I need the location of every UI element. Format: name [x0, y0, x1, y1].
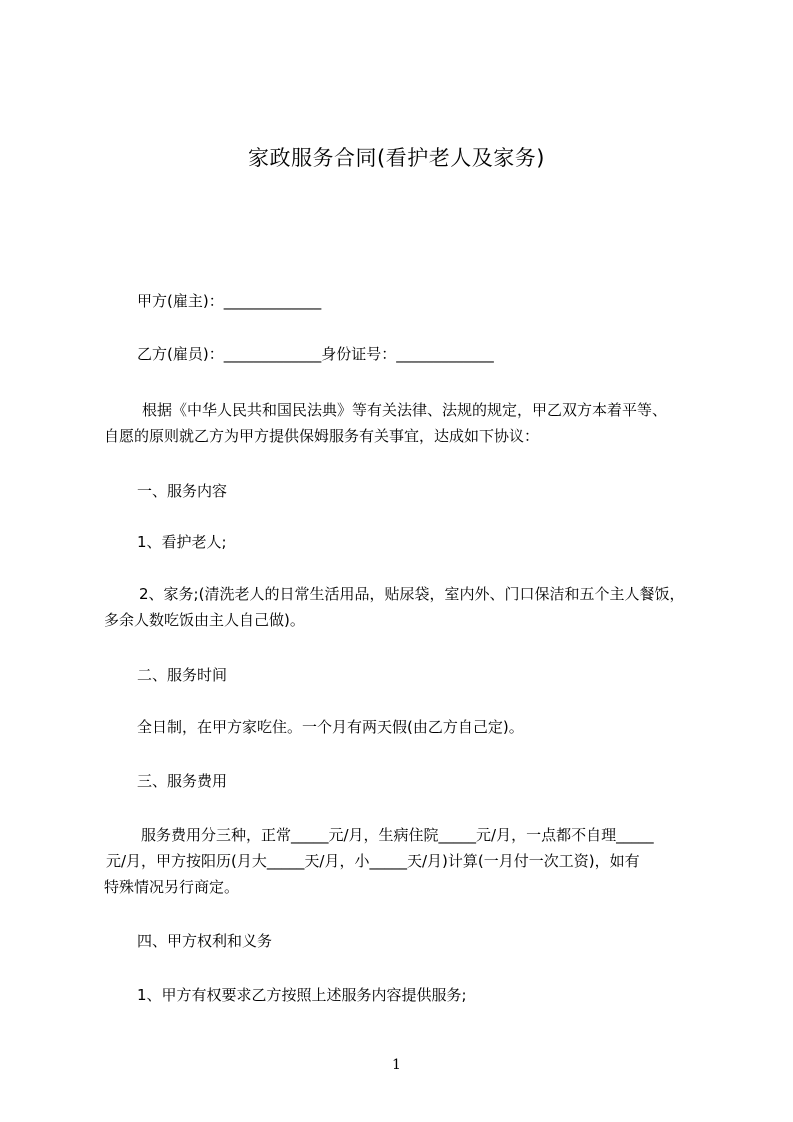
section-heading-service-time: 二、服务时间 — [137, 666, 228, 684]
fee-paragraph-line-2: 元/月，甲方按阳历(月大_____天/月，小_____天/月)计算(一月付一次工资)，如有 — [106, 852, 640, 870]
page-title: 家政服务合同(看护老人及家务) — [248, 146, 545, 170]
service-item-1: 1、看护老人; — [137, 533, 227, 551]
intro-paragraph-line-2: 自愿的原则就乙方为甲方提供保姆服务有关事宜，达成如下协议： — [104, 427, 540, 445]
party-b-line: 乙方(雇员)：_____________身份证号：_____________ — [137, 345, 494, 363]
intro-paragraph-line-1: 根据《中华人民共和国民法典》等有关法律、法规的规定，甲乙双方本着平等、 — [142, 401, 668, 419]
page-number: 1 — [392, 1057, 401, 1073]
fee-paragraph-line-3: 特殊情况另行商定。 — [104, 878, 240, 896]
service-time-body: 全日制，在甲方家吃住。一个月有两天假(由乙方自己定)。 — [137, 718, 524, 736]
party-a-line: 甲方(雇主)：_____________ — [137, 292, 322, 310]
fee-paragraph-line-1: 服务费用分三种，正常_____元/月，生病住院_____元/月，一点都不自理_____ — [141, 826, 654, 844]
section-heading-party-a-rights: 四、甲方权利和义务 — [137, 932, 273, 950]
service-item-2-line-2: 多余人数吃饭由主人自己做)。 — [104, 611, 305, 629]
party-a-rights-item-1: 1、甲方有权要求乙方按照上述服务内容提供服务; — [137, 986, 467, 1004]
section-heading-service-fee: 三、服务费用 — [137, 772, 228, 790]
service-item-2-line-1: 2、家务;(清洗老人的日常生活用品，贴尿袋，室内外、门口保洁和五个主人餐饭， — [139, 585, 685, 603]
section-heading-service-content: 一、服务内容 — [137, 482, 228, 500]
